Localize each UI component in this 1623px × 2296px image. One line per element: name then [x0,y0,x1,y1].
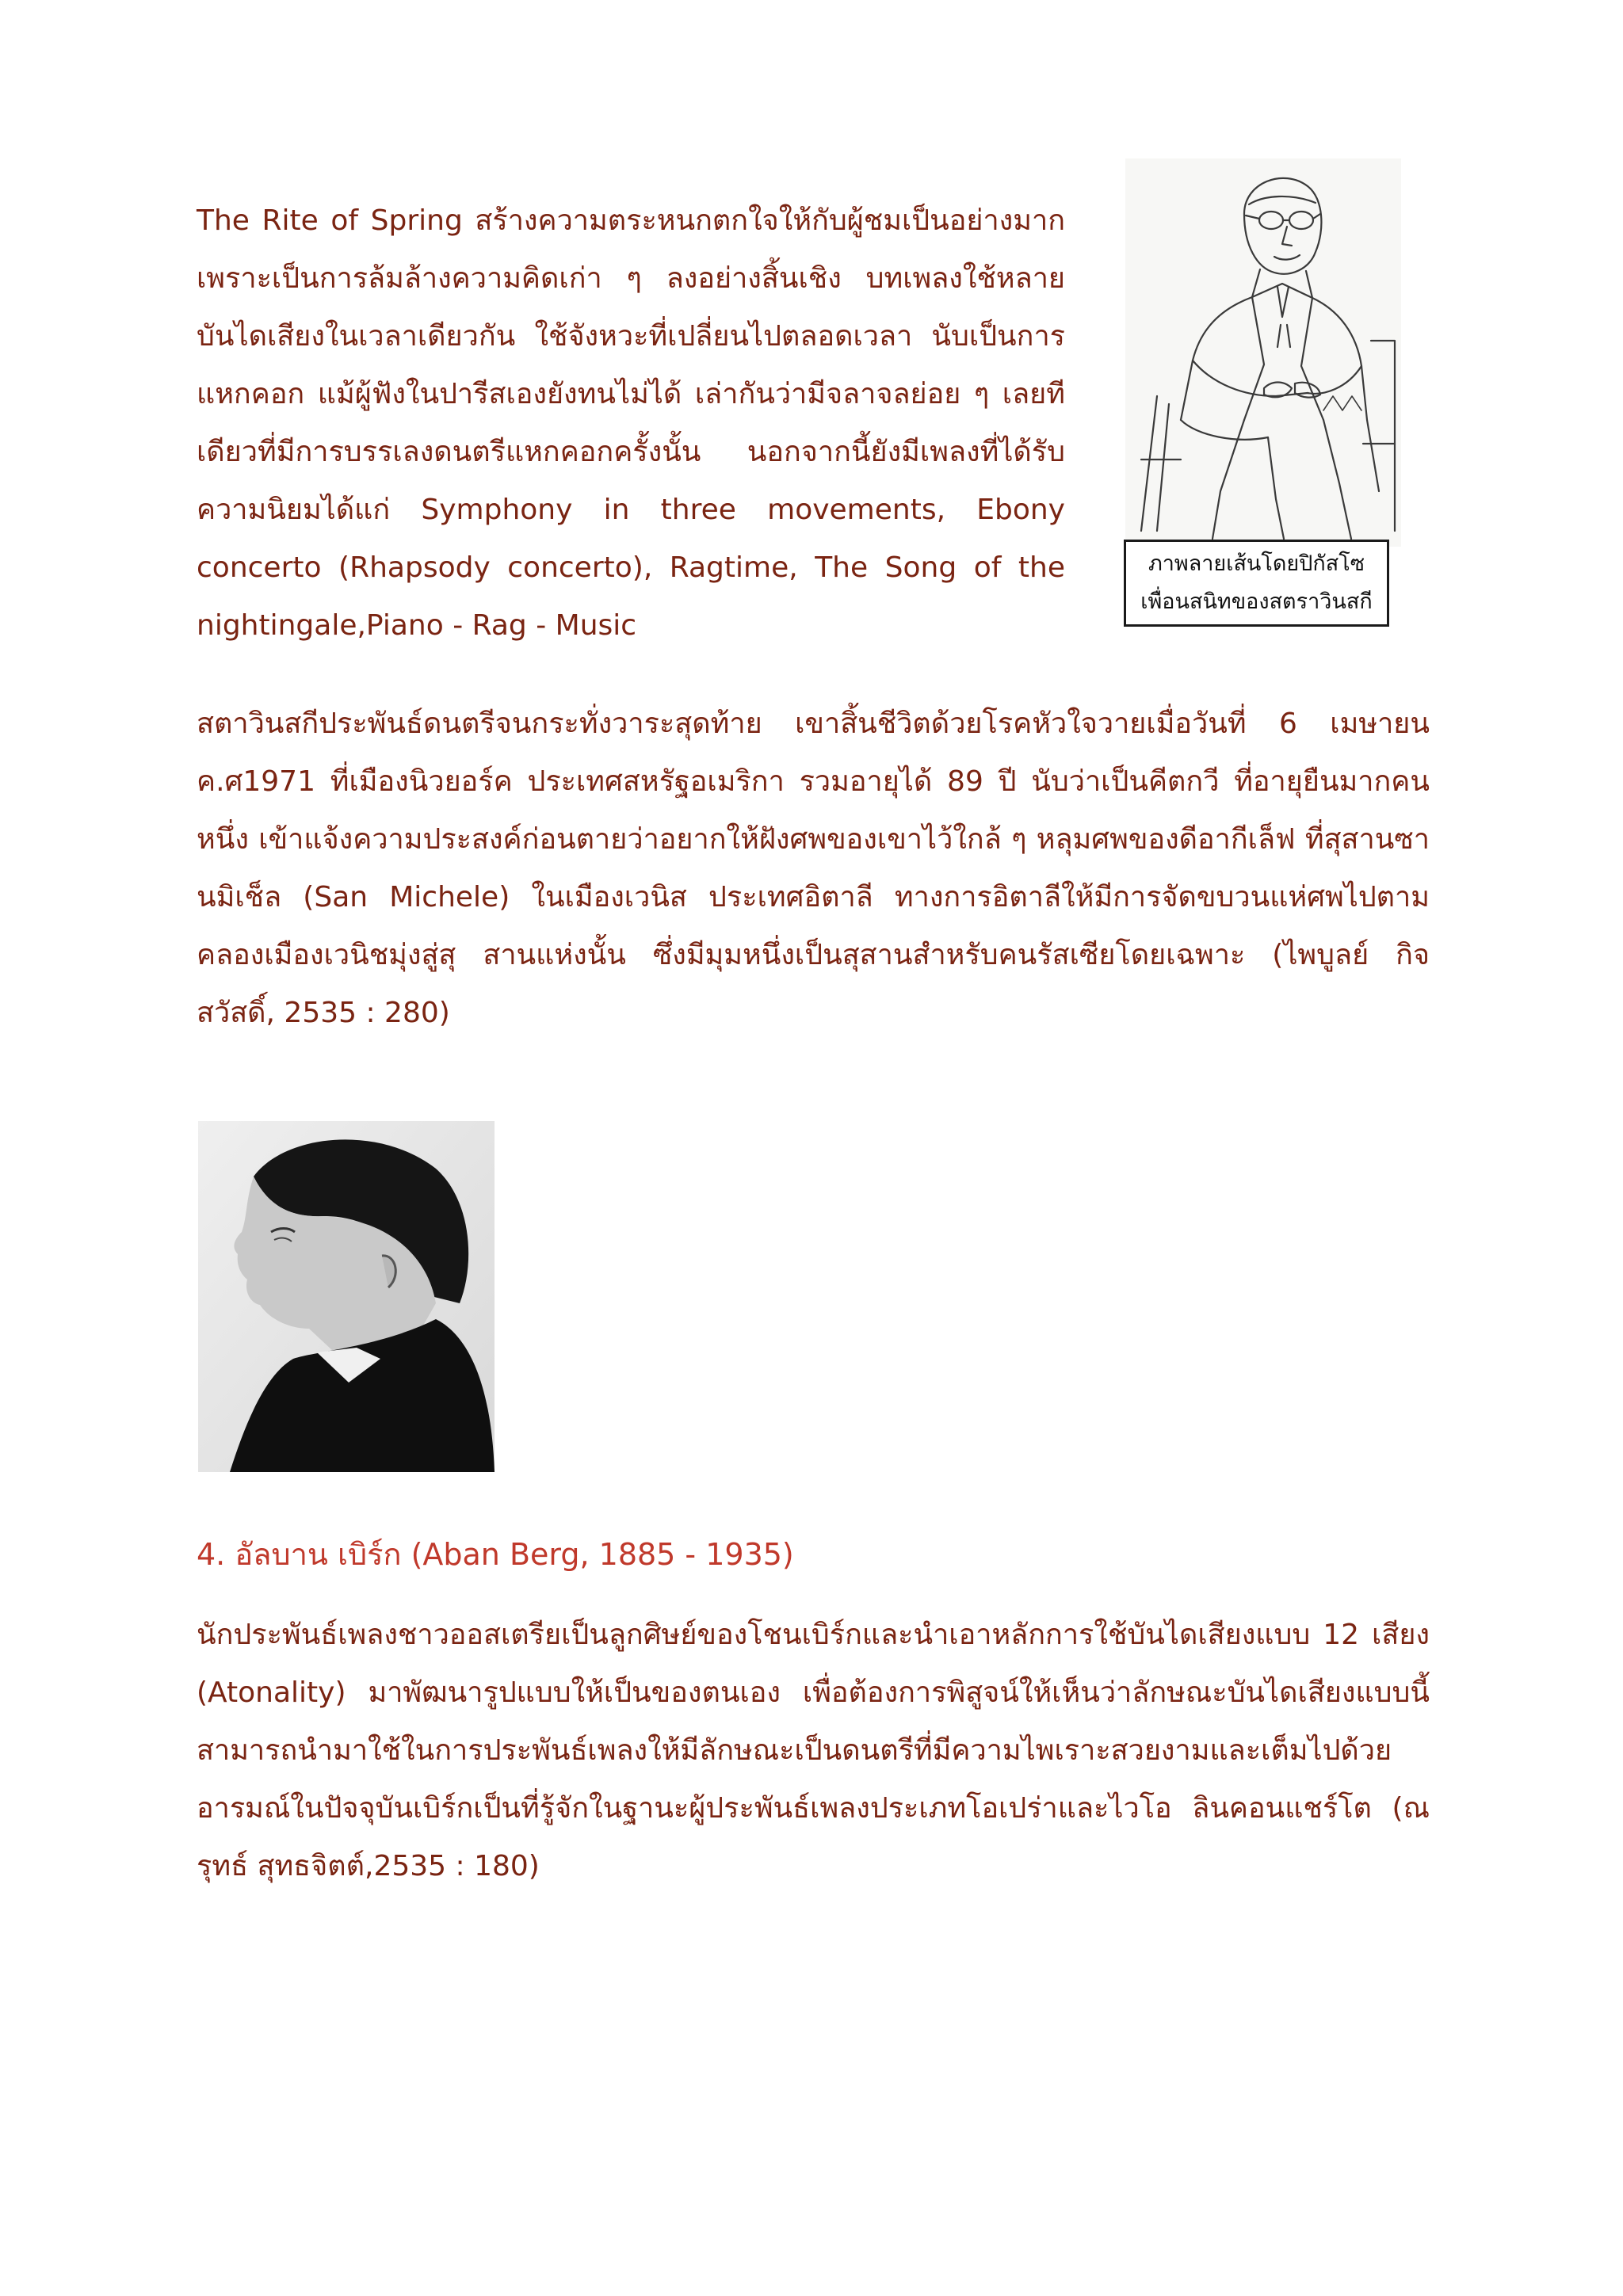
stravinsky-death-paragraph: สตาวินสกีประพันธ์ดนตรีจนกระทั่งวาระสุดท้าย เขาสิ้นชีวิตด้วยโรคหัวใจวายเมื่อวันที่ 6 เมษายน ค.ศ1971 ที่เมืองนิวยอร์ค ประเทศสหรัฐอเมริกา รวมอายุได้ 89 ปี นับว่าเป็นคีตกวี ที่อายุยืนมากคนหนึ่ง เข้าแจ้งความประสงค์ก่อนตายว่าอยากให้ฝังศพของเขาไว้ใกล้ ๆ หลุมศพของดีอากีเล็ฟ ที่สุสานซานมิเช็ล (San Michele) ในเมืองเวนิส ประเทศอิตาลี ทางการอิตาลีให้มีการจัดขบวนแห่ศพไปตามคลองเมืองเวนิชมุ่งสู่สุ สานแห่งนั้น ซึ่งมีมุมหนึ่งเป็นสุสานสำหรับคนรัสเซียโดยเฉพาะ (ไพบูลย์ กิจสวัสดิ์, 2535 : 280) [197,707,1430,1029]
sketch-caption-line-1: ภาพลายเส้นโดยปิกัสโซ [1148,551,1365,576]
berg-portrait-image [198,1121,495,1472]
sketch-caption-line-2: เพื่อนสนิทของสตราวินสกี [1140,589,1373,614]
rite-of-spring-paragraph: The Rite of Spring สร้างความตระหนกตกใจให้กับผู้ชมเป็นอย่างมาก เพราะเป็นการล้มล้างความคิดเก่า ๆ ลงอย่างสิ้นเชิง บทเพลงใช้หลายบันไดเสียงในเวลาเดียวกัน ใช้จังหวะที่เปลี่ยนไปตลอดเวลา นับเป็นการแหกคอก แม้ผู้ฟังในปารีสเองยังทนไม่ได้ เล่ากันว่ามีจลาจลย่อย ๆ เลยทีเดียวที่มีการบรรเลงดนตรีแหกคอกครั้งนั้น นอกจากนี้ยังมีเพลงที่ได้รับความนิยมได้แก่ Symphony in three movements, Ebony concerto (Rhapsody concerto), Ragtime, The Song of the nightingale,Piano - Rag - Music [197,204,1065,642]
berg-bio-paragraph: นักประพันธ์เพลงชาวออสเตรียเป็นลูกศิษย์ของโชนเบิร์กและนำเอาหลักการใช้บันไดเสียงแบบ 12 เสียง (Atonality) มาพัฒนารูปแบบให้เป็นของตนเอง เพื่อต้องการพิสูจน์ให้เห็นว่าลักษณะบันไดเสียงแบบนี้สามารถนำมาใช้ในการประพันธ์เพลงให้มีลักษณะเป็นดนตรีที่มีความไพเราะสวยงามและเต็มไปด้วยอารมณ์ในปัจจุบันเบิร์กเป็นที่รู้จักในฐานะผู้ประพันธ์เพลงประเภทโอเปร่าและไวโอ ลินคอนแชร์โต (ณรุทธ์ สุทธจิตต์,2535 : 180) [197,1619,1430,1882]
sketch-caption-box [1124,540,1389,627]
stravinsky-sketch-image [1125,158,1401,547]
section-heading-berg: 4. อัลบาน เบิร์ก (Aban Berg, 1885 - 1935) [197,1537,794,1572]
